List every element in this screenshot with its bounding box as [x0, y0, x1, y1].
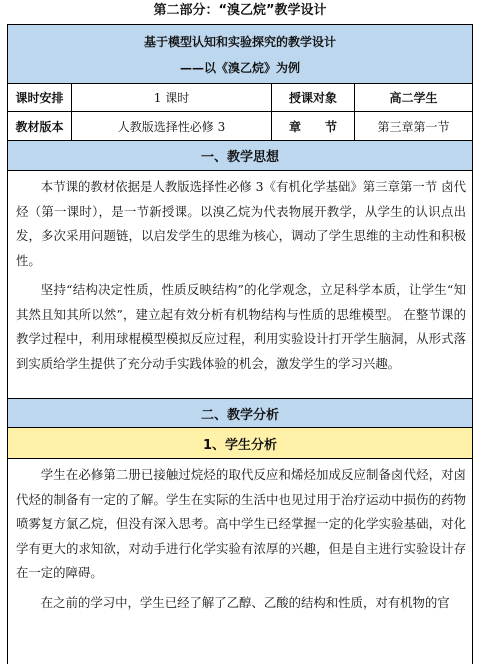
subsection-student-analysis-header: 1、学生分析	[8, 428, 472, 459]
value-audience: 高二学生	[354, 84, 472, 111]
label-audience: 授课对象	[271, 84, 354, 111]
label-textbook: 教材版本	[15, 119, 64, 134]
student-analysis-body	[16, 463, 466, 615]
paragraph: 坚持“结构决定性质，性质反映结构”的化学观念，立足科学本质，让学生“知其然且知其所以然”，建立起有效分析有机物结构与性质的思维模型。 在整节课的教学过程中，利用球棍模型模拟反应过程，利用实验设计打开学生脑洞，从形式落到实质给学生提供了充分动手实践体验的机会，激发学生的学习兴趣。	[16, 282, 466, 371]
info-row-schedule	[8, 84, 472, 112]
info-row-textbook	[8, 112, 472, 141]
value-textbook: 人教版选择性必修 3	[71, 112, 271, 140]
label-chapter: 章 节	[271, 112, 354, 140]
lesson-plan-table	[7, 24, 473, 664]
paragraph: 在之前的学习中，学生已经了解了乙醇、乙酸的结构和性质，对有机物的官	[40, 594, 450, 610]
value-chapter: 第三章第一节	[354, 112, 472, 140]
page-title: 第二部分：“溴乙烷”教学设计	[153, 3, 327, 18]
section-teaching-analysis-header: 二、教学分析	[8, 399, 472, 428]
label-schedule: 课时安排	[15, 91, 64, 105]
value-schedule: 1 课时	[71, 84, 271, 111]
paragraph: 本节课的教材依据是人教版选择性必修 3《有机化学基础》第三章第一节 卤代烃（第一课时），是一节新授课。以溴乙烷为代表物展开教学，从学生的认识点出发，多次采用问题链，以启发学生的思维为核心，调动了学生思维的主动性和积极性。	[16, 179, 466, 268]
plan-subtitle: ——以《溴乙烷》为例	[179, 61, 300, 75]
plan-header	[8, 25, 472, 84]
paragraph: 学生在必修第二册已接触过烷烃的取代反应和烯烃加成反应制备卤代烃，对卤代烃的制备有一定的了解。学生在实际的生活中也见过用于治疗运动中损伤的药物喷雾复方氯乙烷，但没有深入思考。高中学生已经掌握一定的化学实验基础，对化学有更大的求知欲，对动手进行化学实验有浓厚的兴趣，但是自主进行实验设计存在一定的障碍。	[16, 467, 466, 580]
plan-title: 基于模型认知和实验探究的教学设计	[143, 35, 336, 49]
section-teaching-thought-header: 一、教学思想	[8, 141, 472, 171]
section-teaching-thought-body	[16, 175, 466, 376]
